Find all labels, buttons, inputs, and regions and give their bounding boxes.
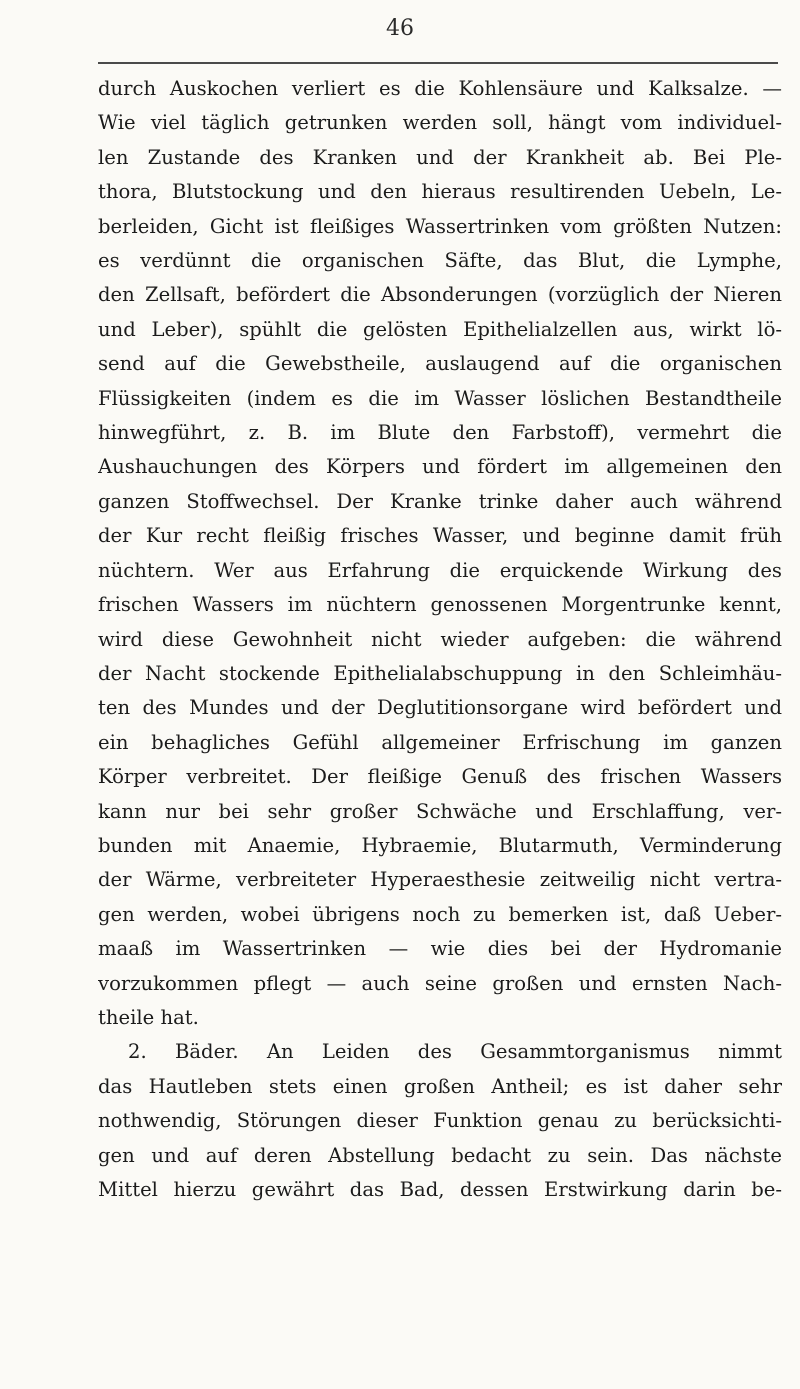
text-line: kann nur bei sehr großer Schwäche und Erschlaffung, ver-: [98, 799, 782, 823]
text-line: gen und auf deren Abstellung bedacht zu sein. Das nächste: [98, 1143, 782, 1167]
text-line: Mittel hierzu gewährt das Bad, dessen Erstwirkung darin be-: [98, 1178, 782, 1201]
text-line: der Kur recht fleißig frisches Wasser, und beginne damit früh: [98, 524, 782, 548]
text-line: es verdünnt die organischen Säfte, das Blut, die Lymphe,: [98, 249, 782, 273]
text-line: ganzen Stoffwechsel. Der Kranke trinke daher auch während: [98, 489, 782, 513]
text-line: der Nacht stockende Epithelialabschuppung in den Schleimhäu-: [98, 661, 782, 685]
text-line: das Hautleben stets einen großen Antheil; es ist daher sehr: [98, 1074, 782, 1098]
text-line: den Zellsaft, befördert die Absonderungen (vorzüglich der Nieren: [98, 283, 782, 307]
text-line: maaß im Wassertrinken — wie dies bei der Hydromanie: [98, 937, 782, 961]
text-line: und Leber), spühlt die gelösten Epithelialzellen aus, wirkt lö-: [98, 317, 782, 341]
text-line: bunden mit Anaemie, Hybraemie, Blutarmuth, Verminderung: [98, 833, 782, 857]
text-line: ten des Mundes und der Deglutitionsorgane wird befördert und: [98, 696, 782, 720]
text-line: thora, Blutstockung und den hieraus resultirenden Uebeln, Le-: [98, 180, 782, 204]
text-line: nüchtern. Wer aus Erfahrung die erquickende Wirkung des: [98, 558, 782, 582]
text-line: gen werden, wobei übrigens noch zu bemerken ist, daß Ueber-: [98, 902, 782, 926]
text-line: wird diese Gewohnheit nicht wieder aufgeben: die während: [98, 627, 782, 651]
text-line: len Zustande des Kranken und der Krankheit ab. Bei Ple-: [98, 145, 782, 169]
text-line: hinwegführt, z. B. im Blute den Farbstoff), vermehrt die: [98, 421, 782, 445]
section-heading-line: 2. Bäder. An Leiden des Gesammtorganismus nimmt: [128, 1040, 782, 1064]
text-line: der Wärme, verbreiteter Hyperaesthesie zeitweilig nicht vertra-: [98, 868, 782, 892]
paragraph-end-line: theile hat.: [98, 1005, 199, 1029]
text-line: berleiden, Gicht ist fleißiges Wassertrinken vom größten Nutzen:: [98, 214, 782, 238]
header-rule: [98, 62, 778, 64]
text-line: vorzukommen pflegt — auch seine großen und ernsten Nach-: [98, 971, 782, 995]
text-line: frischen Wassers im nüchtern genossenen Morgentrunke kennt,: [98, 593, 782, 617]
text-line: ein behagliches Gefühl allgemeiner Erfrischung im ganzen: [98, 730, 782, 754]
text-line: Aushauchungen des Körpers und fördert im allgemeinen den: [98, 455, 782, 479]
page-number: 46: [386, 16, 414, 41]
text-line: Körper verbreitet. Der fleißige Genuß des frischen Wassers: [98, 765, 782, 789]
body-text: [98, 72, 782, 1207]
text-line: Wie viel täglich getrunken werden soll, hängt vom individuel-: [98, 111, 782, 135]
text-line: send auf die Gewebstheile, auslaugend auf die organischen: [98, 352, 782, 376]
text-line: nothwendig, Störungen dieser Funktion genau zu berücksichti-: [98, 1109, 782, 1133]
text-line: Flüssigkeiten (indem es die im Wasser löslichen Bestandtheile: [98, 386, 782, 410]
text-line: durch Auskochen verliert es die Kohlensäure und Kalksalze. —: [98, 77, 782, 100]
